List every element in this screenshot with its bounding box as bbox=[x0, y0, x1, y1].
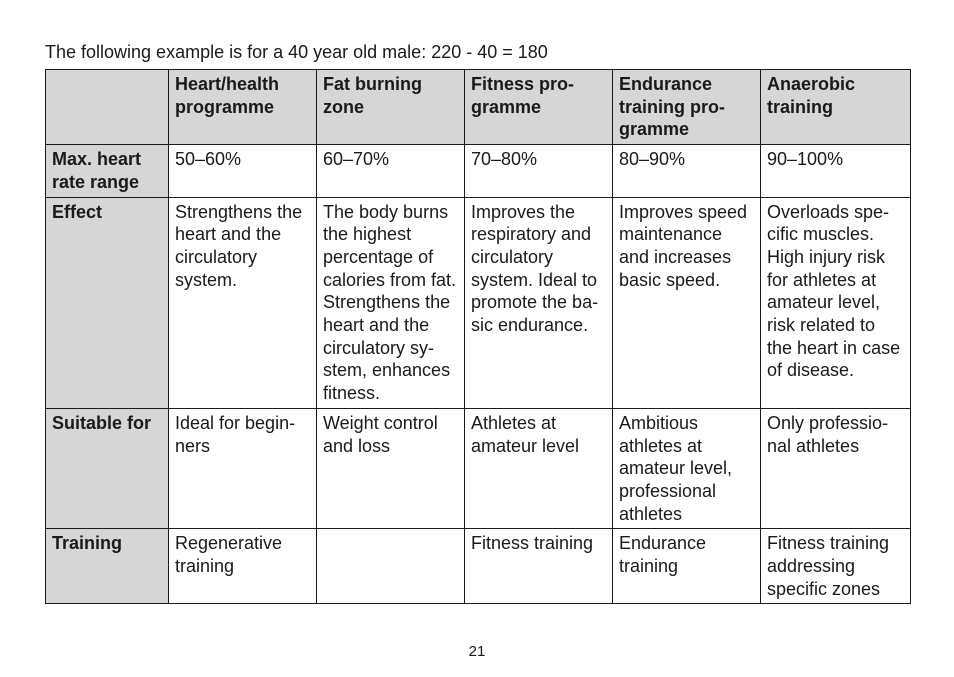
table-cell: 70–80% bbox=[465, 145, 613, 197]
table-cell: Regenerative training bbox=[169, 529, 317, 604]
table-cell: Athletes at amateur level bbox=[465, 408, 613, 529]
header-anaerobic-training: Anaerobic training bbox=[761, 70, 911, 145]
table-cell: Strengthens the heart and the circulatory system. bbox=[169, 197, 317, 408]
table-cell: 50–60% bbox=[169, 145, 317, 197]
table-header-row bbox=[46, 70, 911, 145]
table-cell: Fitness training addressing specific zones bbox=[761, 529, 911, 604]
intro-text: The following example is for a 40 year old male: 220 - 40 = 180 bbox=[45, 42, 548, 62]
row-label-suitable-for: Suitable for bbox=[46, 408, 169, 529]
page-number: 21 bbox=[468, 643, 486, 660]
header-endurance-training-programme: Endurance training pro-gramme bbox=[613, 70, 761, 145]
table-cell: Ideal for begin-ners bbox=[169, 408, 317, 529]
table-cell bbox=[317, 529, 465, 604]
table-row-max-heart-rate bbox=[46, 145, 911, 197]
table-row-suitable-for bbox=[46, 408, 911, 529]
table-row-effect bbox=[46, 197, 911, 408]
header-fat-burning-zone: Fat burning zone bbox=[317, 70, 465, 145]
table-cell: Fitness training bbox=[465, 529, 613, 604]
row-label-training: Training bbox=[46, 529, 169, 604]
table-cell: Improves the respiratory and circulatory system. Ideal to promote the ba-sic endurance. bbox=[465, 197, 613, 408]
row-label-max-heart-rate: Max. heart rate range bbox=[46, 145, 169, 197]
table-cell: Improves speed maintenance and increases basic speed. bbox=[613, 197, 761, 408]
table-cell: Endurance training bbox=[613, 529, 761, 604]
header-corner-cell bbox=[46, 70, 169, 145]
table-cell: Ambitious athletes at amateur level, professional athletes bbox=[613, 408, 761, 529]
header-fitness-programme: Fitness pro-gramme bbox=[465, 70, 613, 145]
table-cell: 60–70% bbox=[317, 145, 465, 197]
heart-rate-zones-table bbox=[45, 69, 911, 604]
row-label-effect: Effect bbox=[46, 197, 169, 408]
table-cell: The body burns the highest percentage of calories from fat. Strengthens the heart and the circulatory sy-stem, enhances fitness. bbox=[317, 197, 465, 408]
table-cell: 90–100% bbox=[761, 145, 911, 197]
table-cell: Only professio-nal athletes bbox=[761, 408, 911, 529]
table-cell: 80–90% bbox=[613, 145, 761, 197]
table-cell: Weight control and loss bbox=[317, 408, 465, 529]
header-heart-health-programme: Heart/health programme bbox=[169, 70, 317, 145]
table-cell: Overloads spe-cific muscles. High injury risk for athletes at amateur level, risk related to the heart in case of disease. bbox=[761, 197, 911, 408]
table-row-training bbox=[46, 529, 911, 604]
